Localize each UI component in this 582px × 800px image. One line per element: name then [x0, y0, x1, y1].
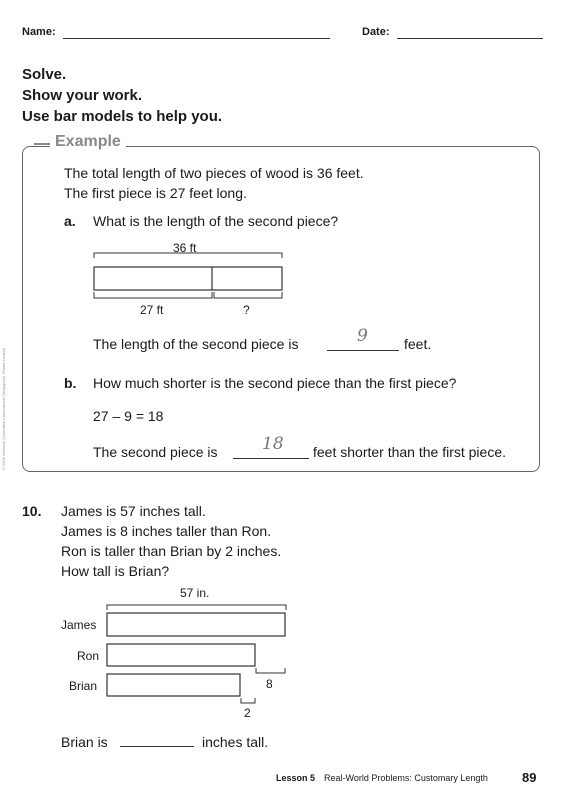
part-a-answer-value: 9 — [357, 326, 368, 346]
part-b-answer-suffix: feet shorter than the first piece. — [313, 444, 506, 460]
bar-ron — [107, 644, 255, 666]
problem10-total-label: 57 in. — [180, 586, 210, 600]
part-b-question: How much shorter is the second piece than the first piece? — [93, 375, 457, 391]
problem10-answer-line[interactable] — [120, 746, 194, 747]
problem-line: James is 57 inches tall. — [61, 503, 206, 519]
bar-total-label: 36 ft — [173, 241, 197, 255]
part-a-answer-line — [327, 350, 399, 351]
first-brace — [94, 292, 212, 298]
problem-number: 10. — [22, 503, 42, 519]
part-a-answer-prefix: The length of the second piece is — [93, 336, 299, 352]
part-a-letter: a. — [64, 213, 76, 229]
problem-text — [61, 501, 281, 581]
name-label: Name: — [22, 26, 56, 38]
date-line — [397, 38, 543, 39]
part-b-answer-value: 18 — [262, 434, 284, 454]
example-title-dash — [34, 143, 50, 145]
brian-diff-label: 2 — [244, 706, 251, 720]
label-james: James — [61, 618, 97, 632]
bar-model-problem10 — [100, 598, 290, 724]
problem-line: James is 8 inches taller than Ron. — [61, 523, 272, 539]
part-b-letter: b. — [64, 375, 77, 391]
instruction-line: Use bar models to help you. — [22, 108, 223, 125]
example-intro — [64, 163, 364, 203]
label-brian: Brian — [69, 679, 98, 693]
problem-line: How tall is Brian? — [61, 563, 170, 579]
bar-first-label: 27 ft — [140, 303, 164, 317]
bar-brian — [107, 674, 240, 696]
ron-diff-brace — [256, 668, 285, 673]
part-a-answer-suffix: feet. — [404, 336, 432, 352]
intro-line: The total length of two pieces of wood is 36 feet. — [64, 165, 364, 181]
second-brace — [214, 292, 282, 298]
example-title: Example — [50, 133, 126, 151]
label-ron: Ron — [77, 649, 100, 663]
total-brace — [107, 605, 286, 610]
intro-line: The first piece is 27 feet long. — [64, 185, 247, 201]
instructions — [22, 64, 222, 127]
part-b-answer-line — [233, 458, 309, 459]
bar-second-label: ? — [243, 303, 250, 317]
part-b-answer-prefix: The second piece is — [93, 444, 218, 460]
footer-title: Real-World Problems: Customary Length — [324, 773, 488, 783]
page-number: 89 — [522, 770, 537, 785]
date-label: Date: — [362, 26, 390, 38]
brian-diff-brace — [241, 698, 255, 703]
problem10-answer-prefix: Brian is — [61, 734, 108, 750]
problem10-answer-suffix: inches tall. — [202, 734, 269, 750]
instruction-line: Show your work. — [22, 87, 143, 104]
footer-lesson: Lesson 5 — [276, 773, 316, 783]
name-line — [63, 38, 330, 39]
bar-james — [107, 613, 285, 636]
instruction-line: Solve. — [22, 66, 67, 83]
margin-copyright: © 2009 Marshall Cavendish International (Singapore) Private Limited — [1, 348, 6, 470]
problem-line: Ron is taller than Brian by 2 inches. — [61, 543, 282, 559]
part-b-equation: 27 – 9 = 18 — [93, 408, 164, 424]
ron-diff-label: 8 — [266, 677, 273, 691]
part-a-question: What is the length of the second piece? — [93, 213, 339, 229]
bar-rect — [94, 267, 282, 290]
